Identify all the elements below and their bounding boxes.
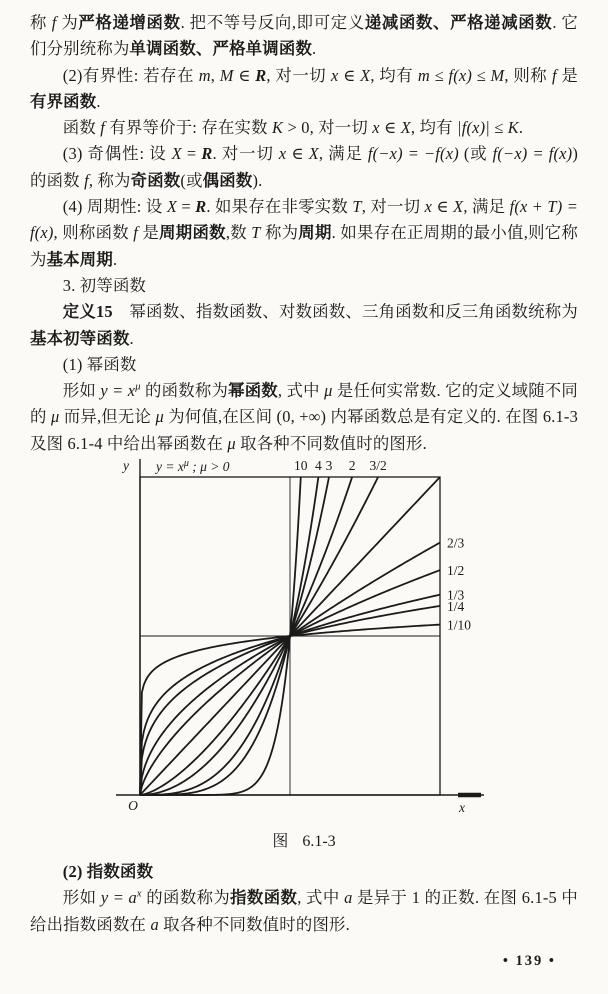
curve-label-top: 2 <box>348 458 356 474</box>
curve-label-top: 3/2 <box>369 458 387 474</box>
figure-title: $y = x^\mu$ ; μ > 0 <box>156 458 230 475</box>
heading-power-function: (1) 幂函数 <box>62 354 137 374</box>
paragraph-monotonic: 称 f 为严格递增函数. 把不等号反向,即可定义递减函数、严格递减函数. 它们分别统称为单调函数、严格单调函数. <box>30 13 578 59</box>
paragraph-definition-15: 定义15 幂函数、指数函数、对数函数、三角函数和反三角函数统称为基本初等函数. <box>30 302 578 348</box>
x-axis-label: x <box>459 800 465 816</box>
heading-exponential-function: (2) 指数函数 <box>62 862 154 882</box>
figure-6-1-3 <box>60 457 500 829</box>
figure-caption: 图 6.1-3 <box>272 833 336 851</box>
curve-label-top: 3 <box>325 458 333 474</box>
curve-label-right: 1/2 <box>447 563 465 579</box>
paragraph-exponential-function: 形如 $y = a^x$ 的函数称为指数函数, 式中 a 是异于 1 的正数. 在图 6.1-5 中给出指数函数在 a 取各种不同数值时的图形. <box>30 888 578 934</box>
curve-label-right: 1/3 <box>447 587 465 603</box>
origin-label: O <box>128 798 138 814</box>
paragraph-periodicity: (4) 周期性: 设 X = R. 如果存在非零实数 T, 对一切 x ∈ X, 满足 f(x + T) = f(x), 则称函数 f 是周期函数,数 T 称为周期. 如果存在正周期的最小值,则它称为基本周期. <box>30 197 579 269</box>
paragraph-bounded-equiv: 函数 f 有界等价于: 存在实数 K > 0, 对一切 x ∈ X, 均有 |f(x)| ≤ K. <box>62 118 524 138</box>
y-axis-label: y <box>123 458 129 474</box>
curve-label-right: 1/10 <box>447 617 472 633</box>
curve-label-right: 1/4 <box>447 598 465 614</box>
power-function-figure <box>60 457 500 829</box>
page-number: • 139 • <box>502 953 556 969</box>
heading-elementary-functions: 3. 初等函数 <box>62 275 147 295</box>
curve-label-top: 10 <box>294 458 308 474</box>
curve-label-right: 2/3 <box>447 535 465 551</box>
paragraph-power-function: 形如 $y = x^\mu$ 的函数称为幂函数, 式中 μ 是任何实常数. 它的定义域随不同的 μ 而异,但无论 μ 为何值,在区间 (0, +∞) 内幂函数总是有定义的. 在图 6.1-3 及图 6.1-4 中给出幂函数在 μ 取各种不同数值时的图形. <box>30 381 579 453</box>
paragraph-parity: (3) 奇偶性: 设 X = R. 对一切 x ∈ X, 满足 f(−x) = −f(x) (或 f(−x) = f(x)) 的函数 f, 称为奇函数(或偶函数). <box>30 144 578 190</box>
paragraph-boundedness: (2)有界性: 若存在 m, M ∈ R, 对一切 x ∈ X, 均有 m ≤ f(x) ≤ M, 则称 f 是有界函数. <box>30 65 578 111</box>
curve-label-top: 4 <box>315 458 322 474</box>
